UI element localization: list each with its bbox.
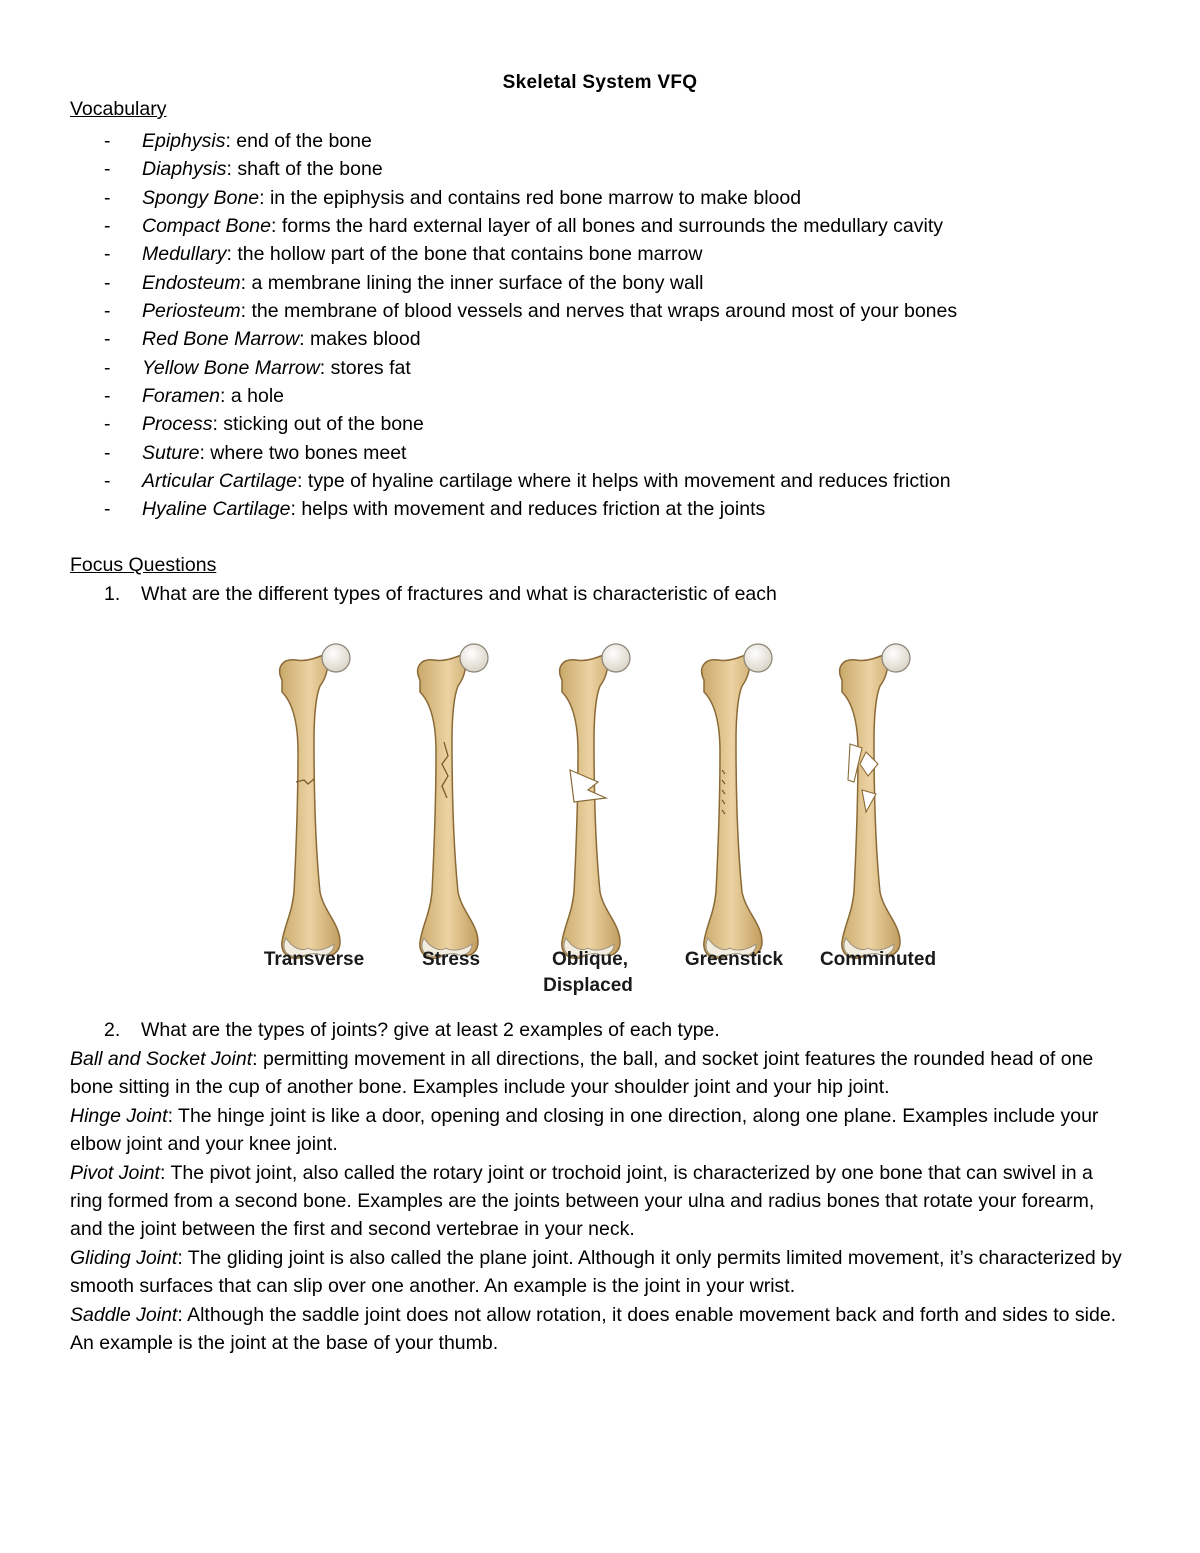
- joint-paragraph: [70, 1102, 1130, 1159]
- focus-questions-heading: Focus Questions: [70, 554, 217, 576]
- transverse-bone: [280, 644, 350, 958]
- vocab-definition: : a membrane lining the inner surface of the bony wall: [240, 271, 704, 294]
- comminuted-bone: [840, 644, 910, 958]
- vocab-term: Compact Bone: [142, 215, 271, 238]
- question-2: [104, 1019, 720, 1042]
- vocab-term: Endosteum: [142, 271, 241, 294]
- vocab-term: Yellow Bone Marrow: [142, 356, 320, 379]
- label-transverse: Transverse: [263, 949, 365, 970]
- question-1: [104, 583, 777, 606]
- vocab-definition: : in the epiphysis and contains red bone marrow to make blood: [259, 186, 802, 209]
- vocab-definition: : the membrane of blood vessels and nerves that wraps around most of your bones: [240, 300, 958, 323]
- vocab-definition: : helps with movement and reduces friction at the joints: [290, 498, 766, 521]
- vocab-term: Periosteum: [142, 300, 241, 323]
- joint-term: Gliding Joint: [70, 1246, 178, 1269]
- vocab-definition: : where two bones meet: [199, 441, 407, 464]
- joint-answers: [70, 1045, 1130, 1357]
- vocab-term: Diaphysis: [142, 158, 227, 181]
- joint-term: Hinge Joint: [70, 1104, 168, 1127]
- question-number: 2.: [104, 1019, 121, 1041]
- joint-paragraph: [70, 1159, 1130, 1244]
- vocab-term: Hyaline Cartilage: [142, 498, 291, 521]
- joint-description: : The gliding joint is also called the plane joint. Although it only permits limited movement, it’s characterized by smooth surfaces that can slip over one another. An example is the joint in your wrist.: [70, 1246, 1122, 1298]
- vocab-definition: : type of hyaline cartilage where it helps with movement and reduces friction: [296, 470, 951, 493]
- joint-description: : Although the saddle joint does not allow rotation, it does enable movement back and forth and sides to side. An example is the joint at the base of your thumb.: [70, 1303, 1117, 1355]
- joint-paragraph: [70, 1301, 1130, 1358]
- vocab-term: Medullary: [142, 243, 227, 266]
- joint-description: : permitting movement in all directions, the ball, and socket joint features the rounded head of one bone sitting in the cup of another bone. Examples include your shoulder joint and your hip joint.: [70, 1048, 1094, 1099]
- vocab-term: Suture: [142, 441, 200, 464]
- question-text: What are the different types of fractures and what is characteristic of each: [141, 583, 777, 605]
- vocab-definition: : makes blood: [299, 328, 421, 351]
- vocab-definition: : the hollow part of the bone that contains bone marrow: [226, 243, 703, 266]
- joint-term: Saddle Joint: [70, 1303, 178, 1326]
- oblique-displaced-bone: [560, 644, 630, 958]
- label-stress: Stress: [421, 949, 481, 970]
- joint-paragraph: [70, 1244, 1130, 1301]
- vocab-definition: : sticking out of the bone: [212, 413, 424, 436]
- vocab-definition: : stores fat: [319, 356, 411, 379]
- vocab-term: Foramen: [142, 385, 221, 408]
- vocab-definition: : a hole: [220, 385, 284, 408]
- stress-bone: [418, 644, 488, 958]
- joint-term: Pivot Joint: [70, 1161, 160, 1184]
- fracture-types-figure: [250, 622, 950, 1012]
- vocab-term: Process: [142, 413, 213, 436]
- document-page: Skeletal System VFQ Vocabulary - Epiphysis: end of the bone - Diaphysis: shaft of the bone - Spongy Bone: in the epiphysis and contains red bone marrow to make blood - Compact Bone: forms the hard external layer of all bones and surrounds the medullary cavity - Medullary: the hollow part of the bone that contains bone marrow - Endosteum: a membrane lining the inner surface of the bony wall - Periosteum: the membrane of blood vessels and nerves that wraps around most of your bones - Red Bone Marrow: makes blood - Yellow Bone Marrow: stores fat - Foramen: a hole - Process: sticking out of the bone - Suture: where two bones meet - Articular Cartilage: type of hyaline cartilage where it helps with movement and reduces friction - Hyaline Cartilage: helps with movement and reduces friction at the joints Focus Questions 1. What are the different types of fractures and what is characteristic of each Transverse Stress Oblique, Displaced Greenstick Comminuted 2. What are the types of joints? give at least 2 examples of each type. Ball and Socket Joint: permitting movement in all directions, the ball, and socket joint features the rounded head of one bone sitting in the cup of another bone. Examples include your shoulder joint and your hip joint. Hinge Joint: The hinge joint is like a door, opening and closing in one direction, along one plane. Examples include your elbow joint and your knee joint. Pivot Joint: The pivot joint, also called the rotary joint or trochoid joint, is characterized by one bone that can swivel in a ring formed from a second bone. Examples are the joints between your ulna and radius bones that rotate your forearm, and the joint between the first and second vertebrae in your neck. Gliding Joint: The gliding joint is also called the plane joint. Although it only permits limited movement, it’s characterized by smooth surfaces that can slip over one another. An example is the joint in your wrist. Saddle Joint: Although the saddle joint does not allow rotation, it does enable movement back and forth and sides to side. An example is the joint at the base of your thumb.: [0, 0, 1200, 1553]
- question-text: What are the types of joints? give at least 2 examples of each type.: [141, 1019, 720, 1041]
- vocab-term: Red Bone Marrow: [142, 328, 300, 351]
- question-number: 1.: [104, 583, 121, 605]
- joint-description: : The pivot joint, also called the rotary joint or trochoid joint, is characterized by one bone that can swivel in a ring formed from a second bone. Examples are the joints between your ulna and radius bones that rotate your forearm, and the joint between the first and second vertebrae in your neck.: [70, 1161, 1095, 1241]
- vocab-term: Epiphysis: [142, 130, 226, 152]
- page-title: Skeletal System VFQ: [502, 72, 698, 93]
- joint-paragraph: [70, 1045, 1130, 1102]
- vocab-term: Spongy Bone: [142, 186, 260, 209]
- vocab-term: Articular Cartilage: [142, 470, 297, 493]
- label-greenstick: Greenstick: [684, 949, 784, 970]
- greenstick-bone: [702, 644, 772, 958]
- joint-description: : The hinge joint is like a door, opening and closing in one direction, along one plane. Examples include your elbow joint and your knee joint.: [70, 1104, 1099, 1156]
- vocabulary-heading: Vocabulary: [70, 98, 167, 120]
- label-oblique: Oblique,: [552, 949, 628, 970]
- vocab-definition: : end of the bone: [225, 130, 372, 152]
- vocab-definition: : shaft of the bone: [226, 158, 383, 181]
- vocab-definition: : forms the hard external layer of all bones and surrounds the medullary cavity: [271, 215, 944, 238]
- label-displaced: Displaced: [543, 975, 633, 996]
- label-comminuted: Comminuted: [819, 949, 937, 970]
- joint-term: Ball and Socket Joint: [70, 1048, 253, 1070]
